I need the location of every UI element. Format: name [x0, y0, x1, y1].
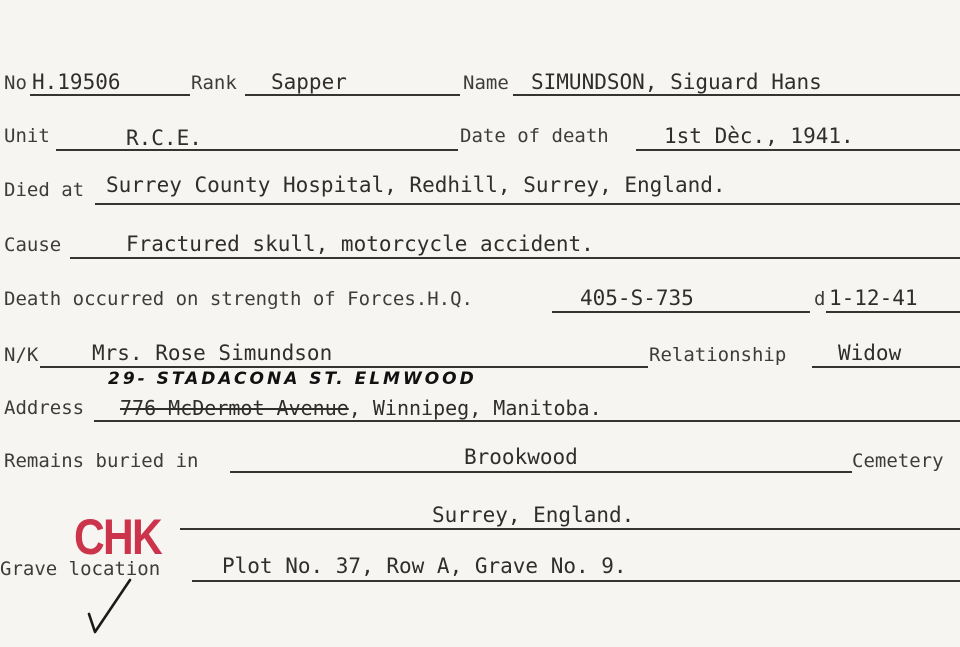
- grave-value: Plot No. 37, Row A, Grave No. 9.: [222, 554, 627, 578]
- date-of-death-value: 1st Dèc., 1941.: [664, 124, 854, 148]
- date-of-death-label: Date of death: [460, 125, 609, 147]
- unit-underline: [56, 149, 458, 151]
- address-label: Address: [4, 397, 85, 419]
- cause-label: Cause: [4, 234, 62, 256]
- rank-label: Rank: [191, 72, 237, 94]
- no-label: No: [4, 72, 27, 94]
- no-underline: [30, 94, 190, 96]
- rank-underline: [245, 94, 460, 96]
- relationship-label: Relationship: [649, 344, 787, 366]
- unit-label: Unit: [4, 125, 50, 147]
- died-at-label: Died at: [4, 179, 85, 201]
- check-mark-icon: [86, 576, 136, 636]
- date-underline: [636, 149, 960, 151]
- nk-value: Mrs. Rose Simundson: [92, 341, 333, 365]
- hq-value: 405-S-735: [580, 286, 694, 310]
- relationship-value: Widow: [838, 341, 902, 365]
- address-struck: 776 McDermot Avenue: [120, 396, 349, 420]
- rank-value: Sapper: [271, 70, 347, 94]
- hq-underline: [552, 311, 810, 313]
- address-city: , Winnipeg, Manitoba.: [348, 396, 602, 420]
- relationship-underline: [812, 366, 960, 368]
- address-underline: [94, 420, 960, 422]
- nk-underline: [40, 366, 648, 368]
- location-underline: [180, 528, 960, 530]
- address-value-line: [120, 398, 602, 418]
- unit-value: R.C.E.: [126, 126, 202, 150]
- handwritten-address: 29- STADACONA ST. ELMWOOD: [108, 369, 477, 389]
- name-value: SIMUNDSON, Siguard Hans: [531, 70, 822, 94]
- d-underline: [826, 311, 960, 313]
- remains-value: Brookwood: [464, 445, 578, 469]
- strength-label: Death occurred on strength of Forces.H.Q.: [4, 288, 473, 310]
- d-label: d: [814, 288, 826, 310]
- died-at-underline: [95, 203, 960, 205]
- grave-underline: [192, 580, 960, 582]
- cause-value: Fractured skull, motorcycle accident.: [126, 232, 594, 256]
- remains-underline: [230, 471, 852, 473]
- name-label: Name: [463, 72, 509, 94]
- remains-label: Remains buried in: [4, 450, 199, 472]
- service-number: H.19506: [32, 70, 121, 94]
- chk-stamp: CHK: [74, 509, 161, 565]
- grave-label: Grave location: [0, 558, 161, 580]
- d-value: 1-12-41: [829, 286, 918, 310]
- died-at-value: Surrey County Hospital, Redhill, Surrey, England.: [106, 173, 726, 197]
- location-value: Surrey, England.: [432, 503, 635, 527]
- cemetery-label: Cemetery: [852, 450, 944, 472]
- cause-underline: [70, 257, 960, 259]
- name-underline: [513, 94, 960, 96]
- nk-label: N/K: [4, 344, 39, 366]
